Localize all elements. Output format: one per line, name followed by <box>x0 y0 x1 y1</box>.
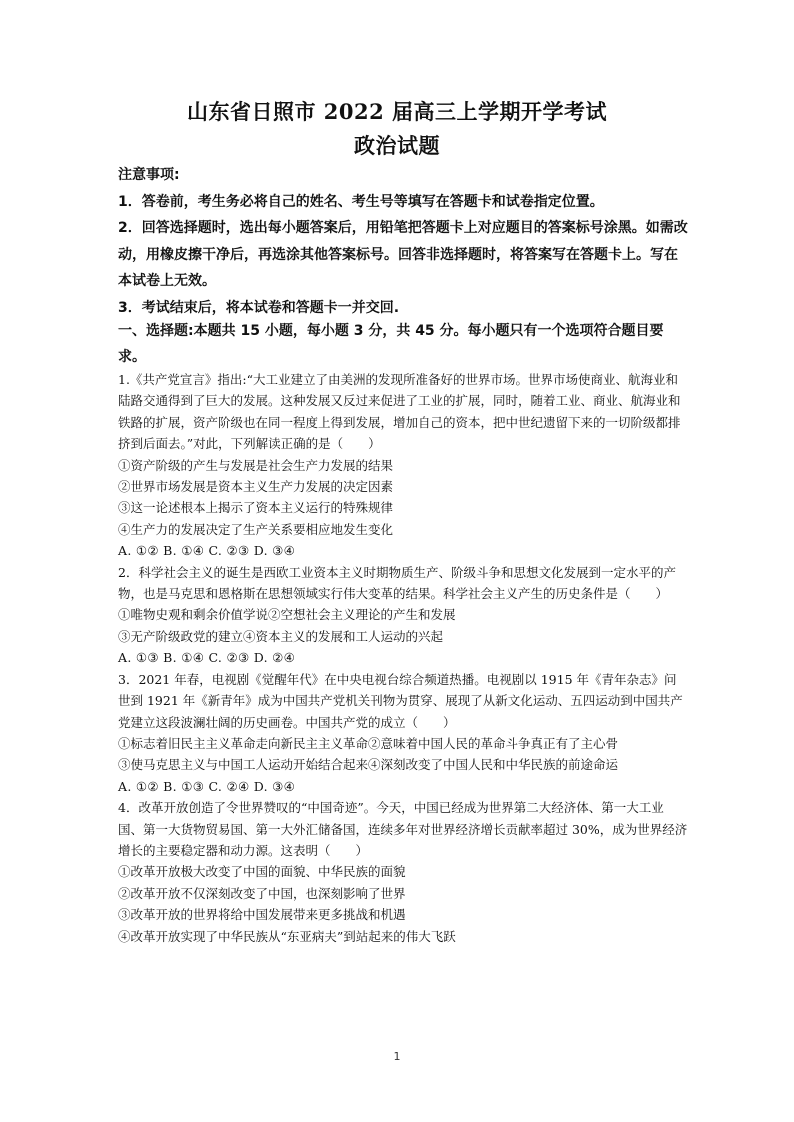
question-option: ③改革开放的世界将给中国发展带来更多挑战和机遇 <box>118 907 406 923</box>
question-option: ①唯物史观和剩余价值学说②空想社会主义理论的产生和发展 <box>118 607 456 623</box>
question-option: ③使马克思主义与中国工人运动开始结合起来④深刻改变了中国人民和中华民族的前途命运 <box>118 757 619 773</box>
question-option: ②世界市场发展是资本主义生产力发展的决定因素 <box>118 479 394 495</box>
question-option: ④改革开放实现了中华民族从“东亚病夫”到站起来的伟大飞跃 <box>118 928 456 944</box>
question-option: ④生产力的发展决定了生产关系要相应地发生变化 <box>118 521 394 537</box>
question-4 <box>118 797 688 947</box>
notes-heading: 注意事项: <box>118 167 180 183</box>
note-item: 3．考试结束后，将本试卷和答题卡一并交回. <box>118 299 400 316</box>
page-number: 1 <box>393 1050 401 1063</box>
exam-subtitle: 政治试题 <box>354 133 440 158</box>
section-heading: 一、选择题:本题共 15 小题，每小题 3 分，共 45 分。每小题只有一个选项符合题目要求。 <box>118 323 664 365</box>
question-stem: 3．2021 年春，电视剧《觉醒年代》在中央电视台综合频道热播。电视剧以 1915 年《青年杂志》问世到 1921 年《新青年》成为中国共产党机关刊物为贯穿、展现了从新文化运动、五四运动到中国共产党建立这段波澜壮阔的历史画卷。中国共产党的成立（ ） <box>118 671 683 730</box>
note-item: 2．回答选择题时，选出每小题答案后，用铅笔把答题卡上对应题目的答案标号涂黑。如需改动，用橡皮擦干净后，再选涂其他答案标号。回答非选择题时，将答案写在答题卡上。写在本试卷上无效。 <box>118 220 688 289</box>
question-option: ①标志着旧民主主义革命走向新民主主义革命②意味着中国人民的革命斗争真正有了主心骨 <box>118 735 619 751</box>
question-stem: 4．改革开放创造了令世界赞叹的“中国奇迹”。今天，中国已经成为世界第二大经济体、第一大工业国、第一大货物贸易国、第一大外汇储备国，连续多年对世界经济增长贡献率超过 30%，成为世界经济增长的主要稳定器和动力源。这表明（ ） <box>118 800 688 858</box>
question-3 <box>118 669 688 797</box>
question-option: ①改革开放极大改变了中国的面貌、中华民族的面貌 <box>118 864 406 880</box>
answer-choices: A. ①② B. ①③ C. ②④ D. ③④ <box>118 778 296 794</box>
exam-title: 山东省日照市 2022 届高三上学期开学考试 <box>186 99 608 124</box>
question-1 <box>118 369 688 562</box>
question-option: ①资产阶级的产生与发展是社会生产力发展的结果 <box>118 457 394 473</box>
question-option: ②改革开放不仅深刻改变了中国，也深刻影响了世界 <box>118 885 406 901</box>
question-option: ③无产阶级政党的建立④资本主义的发展和工人运动的兴起 <box>118 628 444 644</box>
question-2 <box>118 562 688 669</box>
question-stem: 1.《共产党宣言》指出:“大工业建立了由美洲的发现所准备好的世界市场。世界市场使商业、航海业和陆路交通得到了巨大的发展。这种发展又反过来促进了工业的扩展，同时，随着工业、商业、航海业和铁路的扩展，资产阶级也在同一程度上得到发展，增加自己的资本，把中世纪遗留下来的一切阶级都排挤到后面去。”对此，下列解读正确的是（ ） <box>118 372 681 452</box>
answer-choices: A. ①② B. ①④ C. ②③ D. ③④ <box>118 543 296 559</box>
note-item: 1．答卷前，考生务必将自己的姓名、考生号等填写在答题卡和试卷指定位置。 <box>118 193 604 210</box>
questions-block <box>118 369 688 947</box>
question-option: ③这一论述根本上揭示了资本主义运行的特殊规律 <box>118 500 394 516</box>
answer-choices: A. ①③ B. ①④ C. ②③ D. ②④ <box>118 650 296 666</box>
notes-block <box>118 162 688 321</box>
question-stem: 2．科学社会主义的诞生是西欧工业资本主义时期物质生产、阶级斗争和思想文化发展到一定水平的产物，也是马克思和恩格斯在思想领域实行伟大变革的结果。科学社会主义产生的历史条件是（ ） <box>118 564 676 602</box>
